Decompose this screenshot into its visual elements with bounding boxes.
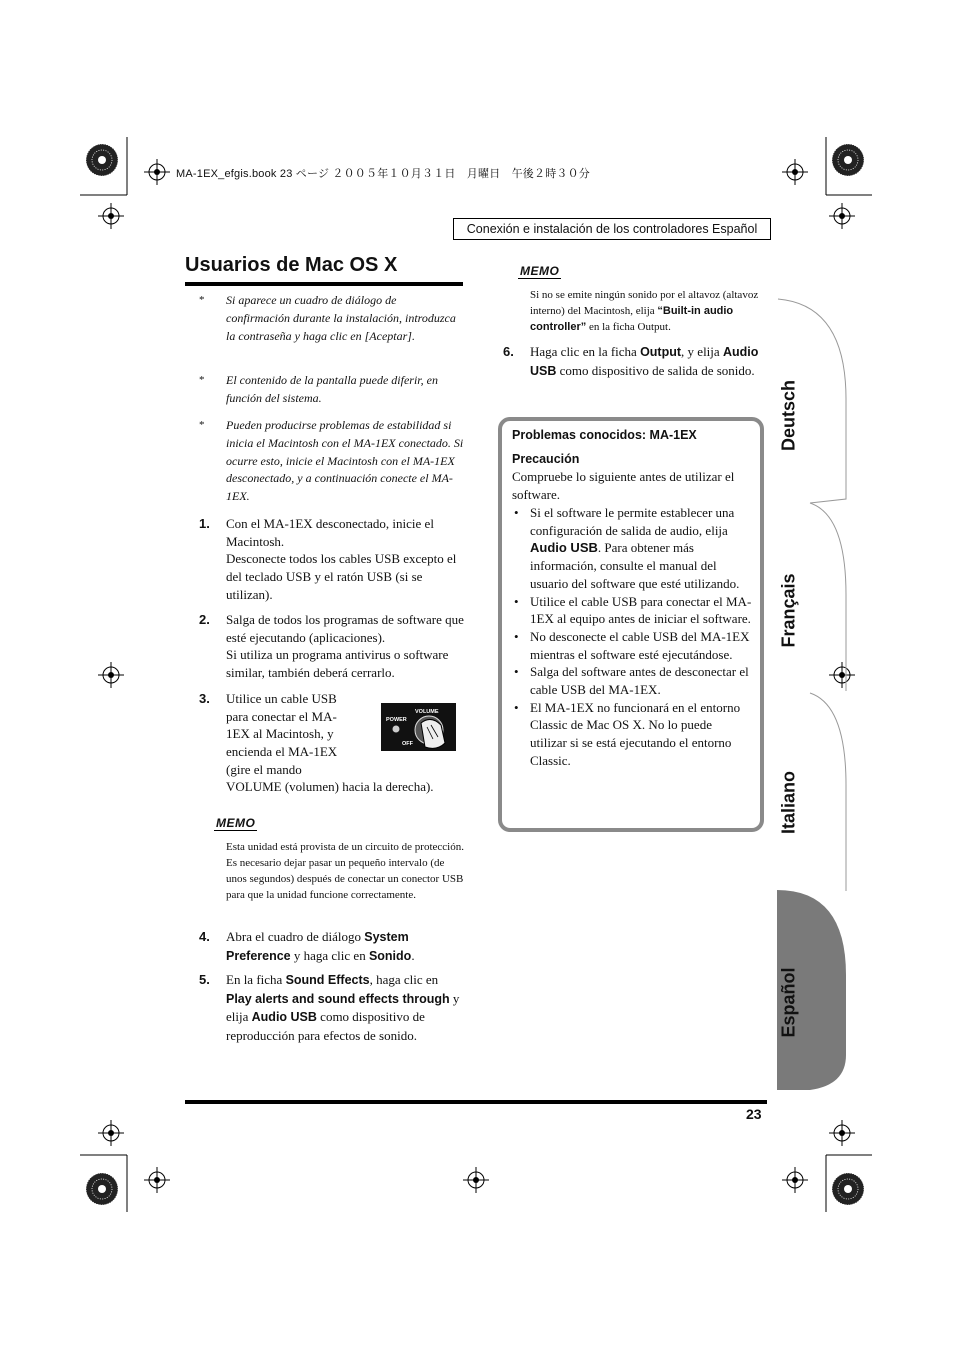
knob-volume-label: VOLUME [415, 709, 439, 715]
list-item: • Utilice el cable USB para conectar el MA-1EX al equipo antes de iniciar el software. [512, 593, 752, 628]
section-title: Usuarios de Mac OS X [185, 254, 398, 276]
step-number: 3. [199, 691, 210, 706]
ui-term: Audio USB [530, 540, 598, 556]
step-number: 2. [199, 612, 210, 627]
memo-text-part: Si no se emite ningún sonido por el altavoz (altavoz interno) del Macintosh, elija [530, 289, 759, 317]
step-text: y haga clic en [290, 947, 369, 963]
tab-espanol[interactable]: Español [778, 967, 799, 1038]
box-intro: Compruebe lo siguiente antes de utilizar el software. [512, 469, 735, 502]
ui-term: Sound Effects [285, 973, 370, 987]
step-text: Utilice un cable USB para conectar el MA-1EX al Macintosh, y encienda el MA-1EX (gire el mando [226, 691, 338, 777]
step-text: Desconecte todos los cables USB excepto el del teclado USB y el ratón USB (si se utilizan). [226, 551, 457, 602]
tab-italiano[interactable]: Italiano [778, 771, 799, 835]
list-item: • No desconecte el cable USB del MA-1EX mientras el software esté ejecutándose. [512, 628, 752, 663]
tab-francais[interactable]: Français [778, 573, 799, 648]
step-number: 5. [199, 972, 210, 987]
list-item: • El MA-1EX no funcionará en el entorno Classic de Mac OS X. No lo puede utilizar si se está ejecutando el entorno Classic. [512, 699, 752, 770]
ui-term: Audio USB [251, 1010, 317, 1025]
step-text: como dispositivo de reproducción para efectos de sonido. [226, 1009, 425, 1044]
step-number: 1. [199, 516, 210, 531]
note-marker: * [199, 419, 205, 431]
title-rule [185, 282, 463, 286]
ui-term: Play alerts and sound effects through [226, 991, 450, 1006]
knob-off-label: OFF [402, 741, 413, 747]
note-text: El contenido de la pantalla puede diferir, en función del sistema. [226, 373, 438, 405]
step-text: como dispositivo de salida de sonido. [556, 362, 755, 378]
note-marker: * [199, 374, 205, 386]
footer-rule [185, 1100, 767, 1104]
note-3 [199, 417, 464, 506]
step-text: , y elija [681, 344, 723, 359]
ui-term: Output [640, 345, 682, 359]
ui-term: “Built-in audio controller” [530, 305, 734, 333]
ui-term: Sonido [368, 948, 412, 963]
note-1 [199, 292, 458, 345]
step-text: Si utiliza un programa antivirus o software similar, también deberá cerrarlo. [226, 647, 449, 681]
volume-knob-icon [381, 703, 456, 751]
step-5 [199, 971, 466, 1045]
tab-deutsch[interactable]: Deutsch [778, 380, 799, 452]
step-text: Haga clic en la ficha [530, 344, 641, 359]
step-text: , haga clic en [369, 972, 439, 987]
memo-badge: MEMO [216, 816, 256, 830]
step-6 [503, 343, 770, 380]
note-2 [199, 372, 462, 408]
list-item [512, 504, 752, 593]
step-1 [199, 515, 462, 604]
memo-text: Esta unidad está provista de un circuito de protección. Es necesario dejar pasar un pequeño intervalo (de unos segundos) después de conectar un conector USB para que la unidad funcione correctamente. [226, 841, 464, 901]
box-title: Problemas conocidos: MA-1EX [512, 428, 697, 442]
list-text: . Para obtener más información, consulte el manual del usuario del software que esté utilizando. [530, 540, 740, 591]
step-3 [199, 690, 350, 779]
memo-text [530, 287, 766, 335]
box-subtitle: Precaución [512, 452, 580, 466]
note-marker: * [199, 294, 205, 306]
note-text: Si aparece un cuadro de diálogo de confirmación durante la instalación, introduzca la contraseña y haga clic en [Aceptar]. [226, 293, 456, 343]
list-item: • Salga del software antes de desconectar el cable USB del MA-1EX. [512, 663, 752, 698]
knob-power-label: POWER [386, 717, 407, 723]
memo-text-part: en la ficha Output. [586, 321, 671, 333]
ui-term: System Preference [226, 930, 409, 963]
step-4 [199, 928, 464, 965]
running-header: Conexión e instalación de los controladores Español [453, 218, 771, 240]
step-text: y elija [226, 990, 460, 1025]
step-text: En la ficha [226, 972, 286, 987]
step-number: 4. [199, 929, 210, 944]
volume-knob-illustration [381, 703, 456, 751]
step-3-cont [226, 778, 466, 796]
step-2 [199, 611, 466, 682]
step-text: . [411, 947, 415, 963]
step-number: 6. [503, 344, 514, 359]
note-text: Pueden producirse problemas de estabilidad si inicia el Macintosh con el MA-1EX conectado. Si ocurre esto, inicie el Macintosh con el MA-1EX desconectado, y a continuación conecte el MA-1EX. [226, 418, 464, 504]
step-text: VOLUME (volumen) hacia la derecha). [226, 779, 434, 794]
list-text: Si el software le permite establecer una configuración de salida de audio, elija [530, 505, 735, 538]
memo-badge: MEMO [520, 264, 560, 278]
file-header: MA-1EX_efgis.book 23 ページ ２００５年１０月３１日 月曜日 午後２時３０分 [176, 168, 590, 180]
step-text: Abra el cuadro de diálogo [226, 929, 365, 944]
box-bullet-list [512, 504, 752, 770]
step-text: Con el MA-1EX desconectado, inicie el Macintosh. [226, 516, 434, 549]
page-number: 23 [746, 1106, 762, 1122]
step-text: Salga de todos los programas de software que esté ejecutando (aplicaciones). [226, 612, 464, 645]
ui-term: Audio USB [530, 345, 759, 378]
